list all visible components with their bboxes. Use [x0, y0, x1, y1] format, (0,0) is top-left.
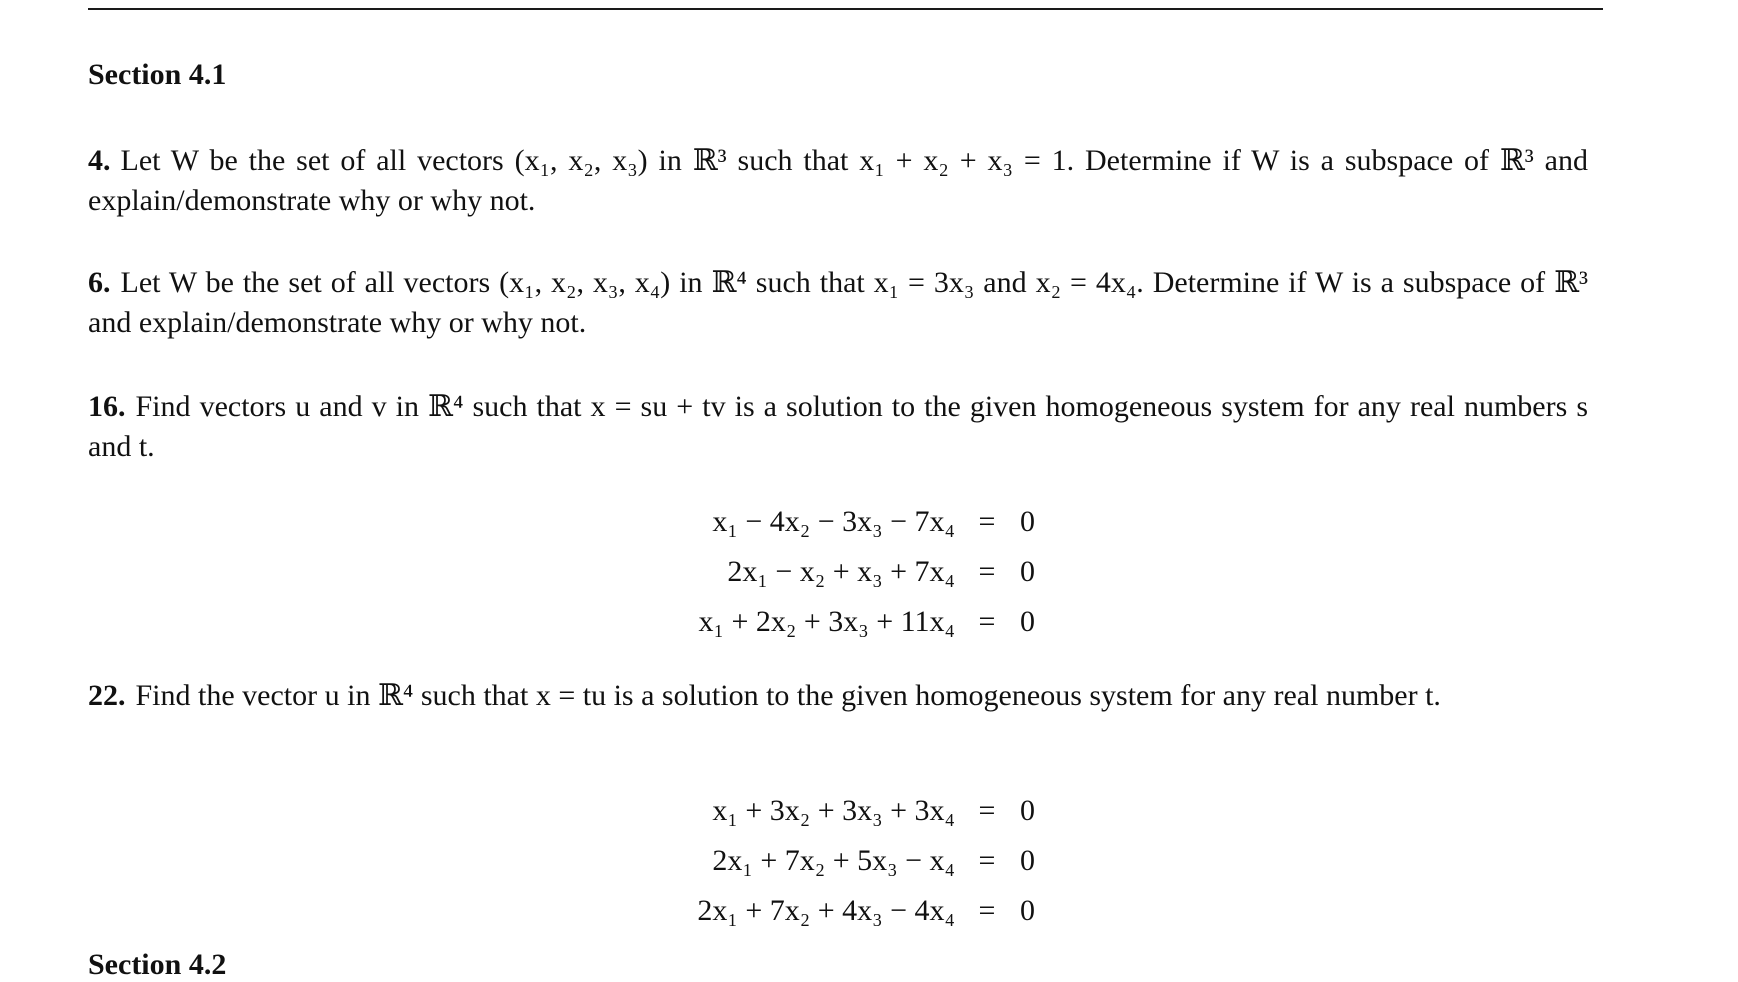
problem-number: 4. — [88, 144, 111, 177]
equation-row — [610, 502, 1070, 542]
problem-6 — [88, 263, 1588, 343]
equation-system-16 — [610, 502, 1070, 652]
equation-rhs: 0 — [1020, 894, 1035, 927]
problem-22 — [88, 676, 1588, 716]
equation-sign: = — [978, 844, 996, 877]
equation-rhs: 0 — [1020, 844, 1035, 877]
equation-row — [610, 891, 1070, 931]
equation-lhs: x₁ − 4x₂ − 3x₃ − 7x₄ — [712, 505, 955, 538]
equation-rhs: 0 — [1020, 505, 1035, 538]
equation-rhs: 0 — [1020, 555, 1035, 588]
problem-4 — [88, 141, 1588, 221]
next-section-title: Section 4.2 — [88, 948, 227, 981]
equation-sign: = — [978, 555, 996, 588]
equation-rhs: 0 — [1020, 794, 1035, 827]
problem-number: 16. — [88, 390, 126, 423]
equation-lhs: x₁ + 2x₂ + 3x₃ + 11x₄ — [698, 605, 955, 638]
equation-row — [610, 791, 1070, 831]
equation-system-22 — [610, 791, 1070, 941]
equation-rhs: 0 — [1020, 605, 1035, 638]
equation-lhs: x₁ + 3x₂ + 3x₃ + 3x₄ — [712, 794, 955, 827]
equation-sign: = — [978, 605, 996, 638]
top-rule — [88, 8, 1603, 10]
problem-text: Find the vector u in ℝ⁴ such that x = tu is a solution to the given homogeneous system for any real number t. — [135, 679, 1441, 712]
equation-row — [610, 552, 1070, 592]
equation-sign: = — [978, 505, 996, 538]
problem-text: Let W be the set of all vectors (x₁, x₂, x₃, x₄) in ℝ⁴ such that x₁ = 3x₃ and x₂ = 4x₄. Determine if W is a subspace of ℝ³ and explain/demonstrate why or why not. — [88, 266, 1588, 339]
equation-sign: = — [978, 794, 996, 827]
problem-16 — [88, 387, 1588, 467]
section-title: Section 4.1 — [88, 58, 227, 91]
problem-text: Find vectors u and v in ℝ⁴ such that x = su + tv is a solution to the given homogeneous system for any real numbers s and t. — [88, 390, 1588, 463]
equation-row — [610, 602, 1070, 642]
equation-lhs: 2x₁ + 7x₂ + 5x₃ − x₄ — [712, 844, 955, 877]
problem-text: Let W be the set of all vectors (x₁, x₂, x₃) in ℝ³ such that x₁ + x₂ + x₃ = 1. Determine if W is a subspace of ℝ³ and explain/demonstrate why or why not. — [88, 144, 1588, 217]
equation-row — [610, 841, 1070, 881]
problem-number: 22. — [88, 679, 126, 712]
equation-lhs: 2x₁ − x₂ + x₃ + 7x₄ — [727, 555, 955, 588]
equation-lhs: 2x₁ + 7x₂ + 4x₃ − 4x₄ — [697, 894, 955, 927]
equation-sign: = — [978, 894, 996, 927]
problem-number: 6. — [88, 266, 111, 299]
